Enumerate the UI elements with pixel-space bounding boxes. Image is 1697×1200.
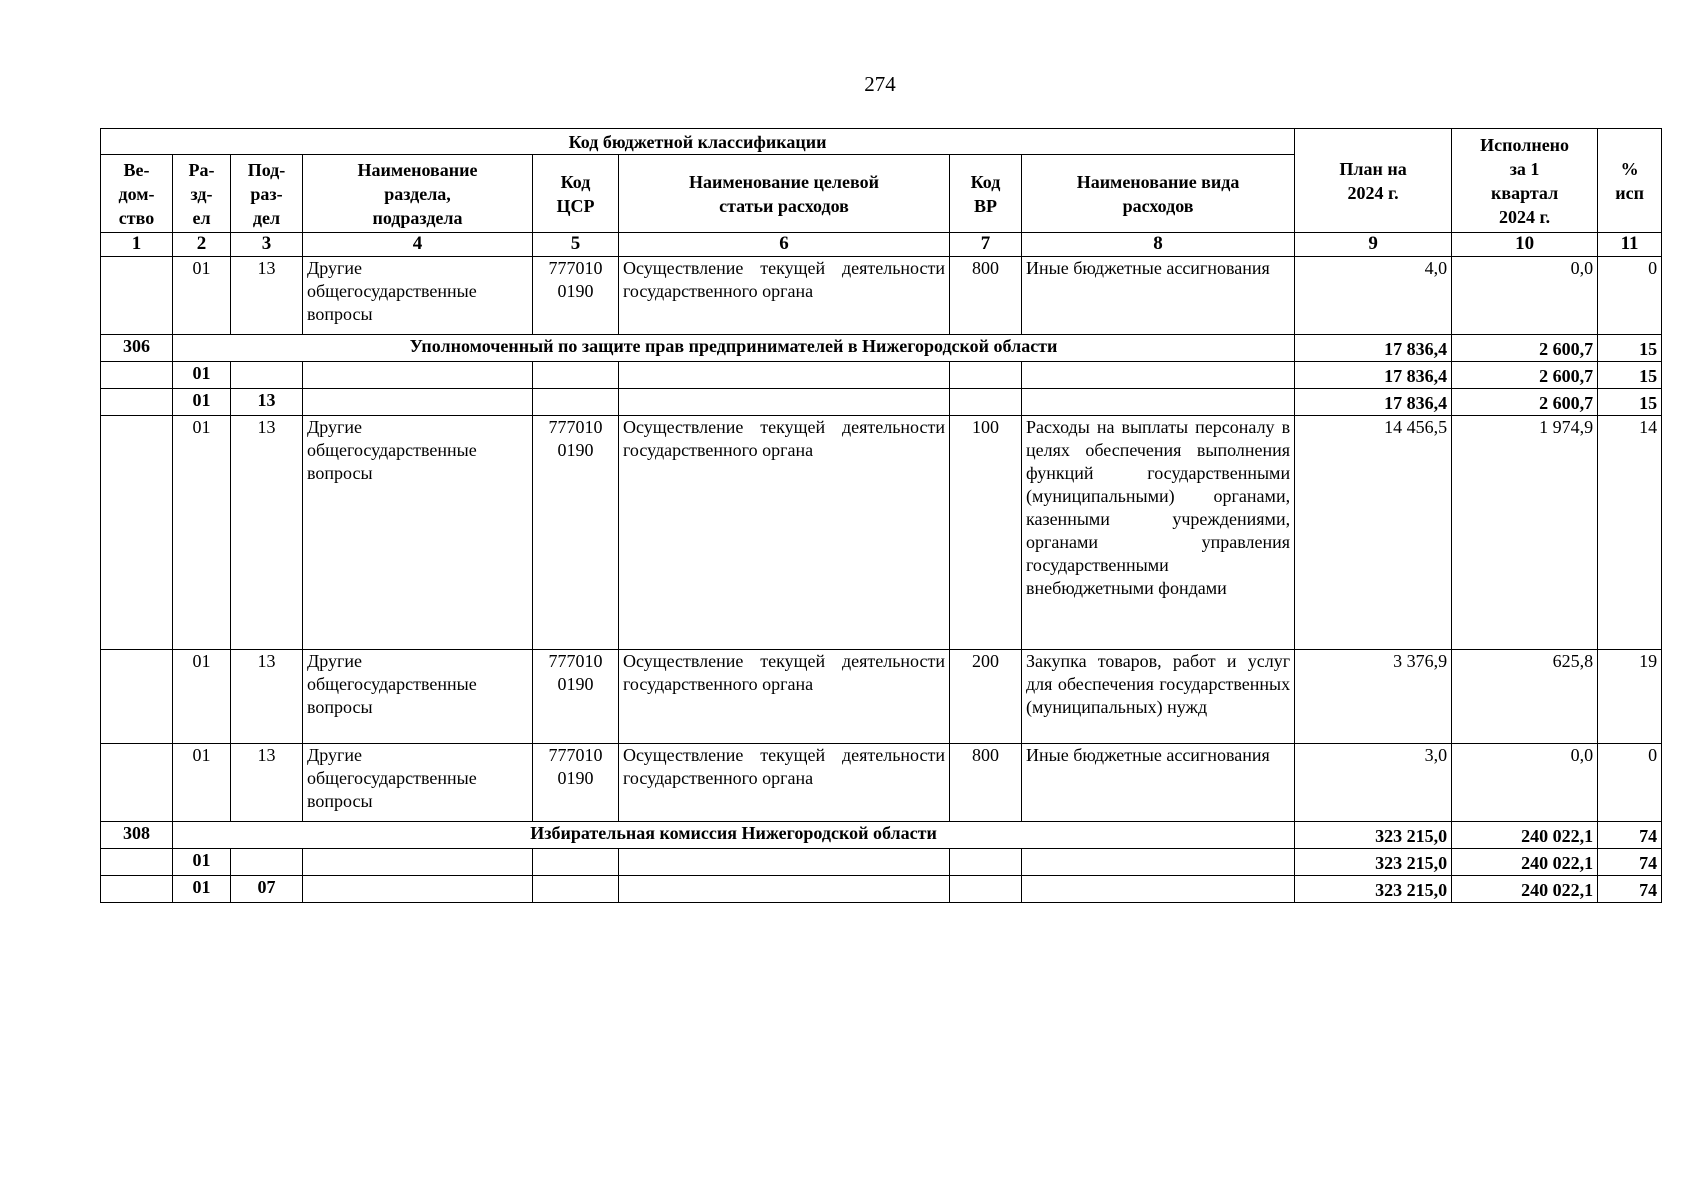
target-name-header: Наименование целевой статьи расходов	[619, 155, 950, 233]
budget-table	[100, 128, 1662, 903]
subsection-cell: 07	[231, 876, 303, 903]
column-number: 3	[231, 233, 303, 257]
plan-cell: 17 836,4	[1295, 335, 1452, 362]
section-name-cell: Другие общегосударственные вопросы	[303, 416, 533, 650]
agency-row	[101, 335, 1662, 362]
percent-cell: 15	[1598, 362, 1662, 389]
budget-classification-header: Код бюджетной классификации	[101, 129, 1295, 155]
vr-code-cell	[950, 849, 1022, 876]
target-name-cell: Осуществление текущей деятельности государственного органа	[619, 650, 950, 744]
section-name-cell: Другие общегосударственные вопросы	[303, 744, 533, 822]
csr-code-cell: 777010 0190	[533, 650, 619, 744]
column-number: 11	[1598, 233, 1662, 257]
agency-cell	[101, 849, 173, 876]
section-cell: 01	[173, 849, 231, 876]
section-cell: 01	[173, 416, 231, 650]
agency-cell	[101, 362, 173, 389]
column-number: 1	[101, 233, 173, 257]
expense-type-cell: Иные бюджетные ассигнования	[1022, 257, 1295, 335]
target-name-cell	[619, 362, 950, 389]
section-cell: 01	[173, 650, 231, 744]
executed-cell: 2 600,7	[1452, 389, 1598, 416]
executed-cell: 0,0	[1452, 257, 1598, 335]
agency-title: Уполномоченный по защите прав предпринимателей в Нижегородской области	[173, 335, 1295, 362]
executed-cell: 240 022,1	[1452, 849, 1598, 876]
percent-cell: 74	[1598, 876, 1662, 903]
table-row	[101, 876, 1662, 903]
plan-cell: 3 376,9	[1295, 650, 1452, 744]
percent-cell: 19	[1598, 650, 1662, 744]
vr-code-cell: 800	[950, 257, 1022, 335]
expense-type-cell	[1022, 849, 1295, 876]
subsection-cell: 13	[231, 650, 303, 744]
section-name-header: Наименование раздела, подраздела	[303, 155, 533, 233]
target-name-cell	[619, 876, 950, 903]
vr-code-cell: 800	[950, 744, 1022, 822]
table-row	[101, 650, 1662, 744]
section-cell: 01	[173, 362, 231, 389]
vr-code-cell	[950, 876, 1022, 903]
plan-cell: 3,0	[1295, 744, 1452, 822]
column-number: 5	[533, 233, 619, 257]
agency-cell	[101, 650, 173, 744]
column-number: 9	[1295, 233, 1452, 257]
column-number: 4	[303, 233, 533, 257]
section-name-cell	[303, 362, 533, 389]
plan-cell: 323 215,0	[1295, 849, 1452, 876]
target-name-cell	[619, 849, 950, 876]
plan-cell: 323 215,0	[1295, 876, 1452, 903]
subsection-cell: 13	[231, 389, 303, 416]
expense-type-cell	[1022, 389, 1295, 416]
agency-cell	[101, 416, 173, 650]
section-name-cell	[303, 876, 533, 903]
agency-cell	[101, 257, 173, 335]
csr-code-cell: 777010 0190	[533, 744, 619, 822]
executed-cell: 240 022,1	[1452, 876, 1598, 903]
percent-cell: 15	[1598, 335, 1662, 362]
subsection-header: Под- раз- дел	[231, 155, 303, 233]
section-name-cell	[303, 849, 533, 876]
column-number: 8	[1022, 233, 1295, 257]
percent-cell: 74	[1598, 849, 1662, 876]
subsection-cell: 13	[231, 744, 303, 822]
target-name-cell: Осуществление текущей деятельности государственного органа	[619, 257, 950, 335]
page-number: 274	[864, 72, 896, 96]
section-name-cell: Другие общегосударственные вопросы	[303, 650, 533, 744]
agency-cell: 306	[101, 335, 173, 362]
executed-cell: 0,0	[1452, 744, 1598, 822]
section-name-cell: Другие общегосударственные вопросы	[303, 257, 533, 335]
agency-title: Избирательная комиссия Нижегородской области	[173, 822, 1295, 849]
column-number: 2	[173, 233, 231, 257]
plan-header: План на 2024 г.	[1295, 129, 1452, 233]
csr-code-cell: 777010 0190	[533, 257, 619, 335]
section-cell: 01	[173, 744, 231, 822]
expense-type-cell: Закупка товаров, работ и услуг для обеспечения государственных (муниципальных) нужд	[1022, 650, 1295, 744]
percent-cell: 0	[1598, 257, 1662, 335]
subsection-cell: 13	[231, 257, 303, 335]
plan-cell: 4,0	[1295, 257, 1452, 335]
executed-cell: 625,8	[1452, 650, 1598, 744]
section-cell: 01	[173, 257, 231, 335]
expense-type-cell	[1022, 876, 1295, 903]
subsection-cell	[231, 849, 303, 876]
plan-cell: 17 836,4	[1295, 362, 1452, 389]
percent-header: % исп	[1598, 129, 1662, 233]
executed-cell: 1 974,9	[1452, 416, 1598, 650]
expense-type-header: Наименование вида расходов	[1022, 155, 1295, 233]
target-name-cell: Осуществление текущей деятельности государственного органа	[619, 416, 950, 650]
executed-cell: 2 600,7	[1452, 335, 1598, 362]
percent-cell: 15	[1598, 389, 1662, 416]
vr-code-cell: 200	[950, 650, 1022, 744]
plan-cell: 14 456,5	[1295, 416, 1452, 650]
section-header: Ра- зд- ел	[173, 155, 231, 233]
executed-header: Исполнено за 1 квартал 2024 г.	[1452, 129, 1598, 233]
table-row	[101, 257, 1662, 335]
table-row	[101, 849, 1662, 876]
executed-cell: 2 600,7	[1452, 362, 1598, 389]
csr-code-cell	[533, 389, 619, 416]
agency-cell: 308	[101, 822, 173, 849]
csr-code-cell	[533, 362, 619, 389]
csr-code-header: Код ЦСР	[533, 155, 619, 233]
subsection-cell	[231, 362, 303, 389]
csr-code-cell	[533, 849, 619, 876]
section-name-cell	[303, 389, 533, 416]
agency-cell	[101, 389, 173, 416]
section-cell: 01	[173, 876, 231, 903]
executed-cell: 240 022,1	[1452, 822, 1598, 849]
csr-code-cell: 777010 0190	[533, 416, 619, 650]
section-cell: 01	[173, 389, 231, 416]
vr-code-cell	[950, 389, 1022, 416]
table-row	[101, 744, 1662, 822]
csr-code-cell	[533, 876, 619, 903]
vr-code-cell: 100	[950, 416, 1022, 650]
subsection-cell: 13	[231, 416, 303, 650]
column-number: 7	[950, 233, 1022, 257]
percent-cell: 74	[1598, 822, 1662, 849]
expense-type-cell: Иные бюджетные ассигнования	[1022, 744, 1295, 822]
vr-code-cell	[950, 362, 1022, 389]
plan-cell: 17 836,4	[1295, 389, 1452, 416]
percent-cell: 0	[1598, 744, 1662, 822]
agency-header: Ве- дом- ство	[101, 155, 173, 233]
agency-cell	[101, 744, 173, 822]
column-number: 10	[1452, 233, 1598, 257]
table-row	[101, 362, 1662, 389]
percent-cell: 14	[1598, 416, 1662, 650]
table-row	[101, 416, 1662, 650]
agency-cell	[101, 876, 173, 903]
target-name-cell: Осуществление текущей деятельности государственного органа	[619, 744, 950, 822]
expense-type-cell: Расходы на выплаты персоналу в целях обеспечения выполнения функций государственными (муниципальными) органами, казенными учреждениями, органами управления государственными внебюджетными фондами	[1022, 416, 1295, 650]
agency-row	[101, 822, 1662, 849]
plan-cell: 323 215,0	[1295, 822, 1452, 849]
column-number: 6	[619, 233, 950, 257]
vr-code-header: Код ВР	[950, 155, 1022, 233]
table-row	[101, 389, 1662, 416]
expense-type-cell	[1022, 362, 1295, 389]
target-name-cell	[619, 389, 950, 416]
